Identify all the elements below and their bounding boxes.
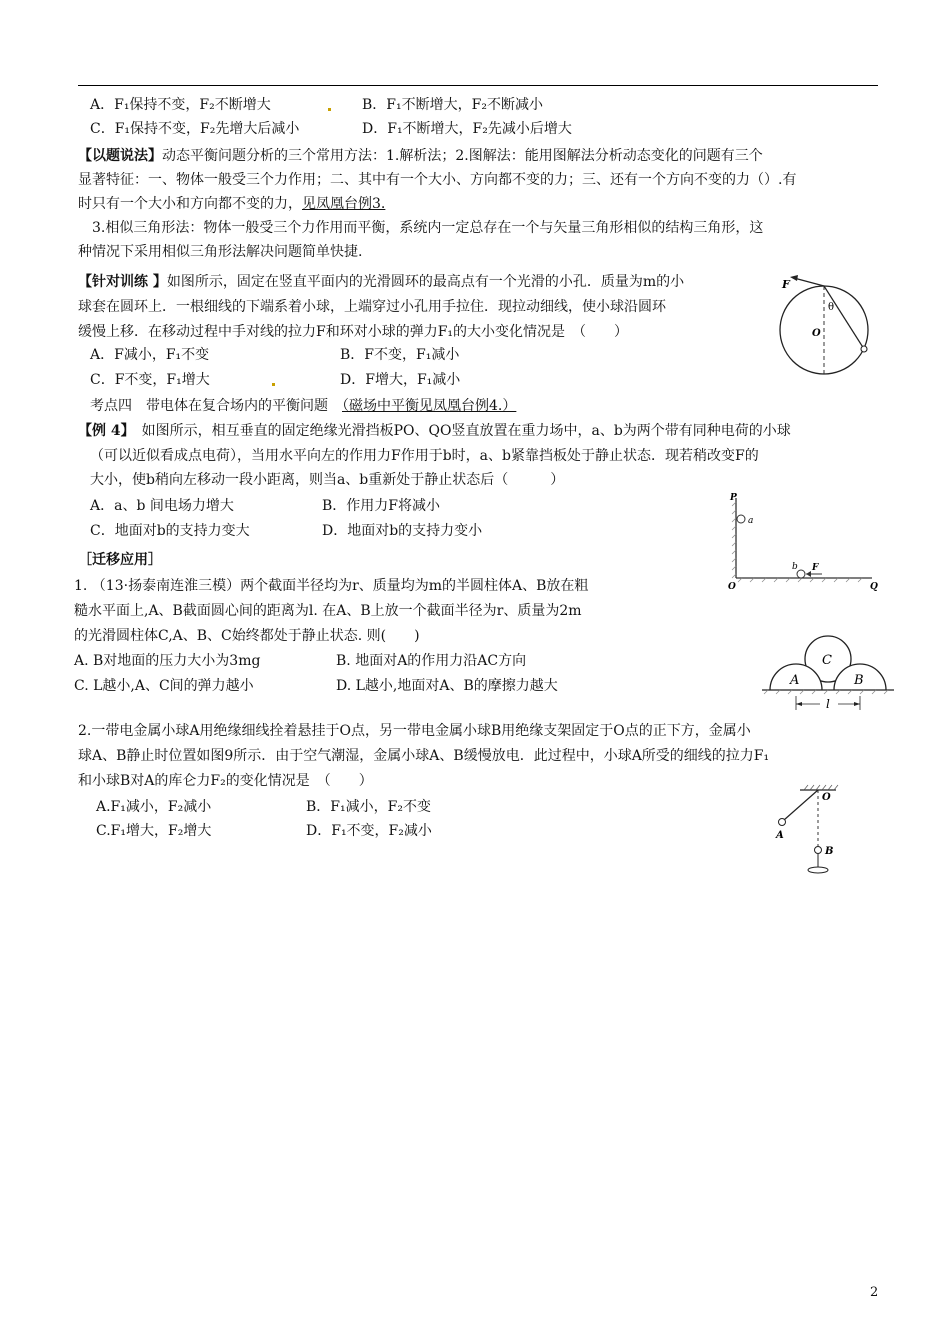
ring-O-label: O — [812, 328, 821, 339]
pend-B-label: B — [825, 846, 834, 857]
dot-mark — [328, 108, 331, 111]
q1-option-d: D. L越小,地面对A、B的摩擦力越大 — [336, 678, 558, 694]
ring-F-label: F — [782, 278, 790, 291]
example4-text-1: 如图所示，相互垂直的固定绝缘光滑挡板PO、QO竖直放置在重力场中，a、b为两个带有同种电荷的小球 — [141, 423, 791, 439]
training-option-c: C．F不变，F₁增大 — [90, 372, 210, 388]
wall-F-label: F — [812, 563, 819, 573]
training-line-1 — [78, 272, 684, 292]
q1-option-c: C. L越小,A、C间的弹力越小 — [74, 678, 254, 694]
example4-option-d: D．地面对b的支持力变小 — [322, 523, 483, 539]
q2-option-b: B．F₁减小，F₂不变 — [306, 799, 431, 815]
cyl-l-label: l — [826, 697, 830, 711]
q2-option-c: C.F₁增大，F₂增大 — [96, 823, 212, 839]
wall-b-label: b — [792, 562, 798, 572]
transfer-title: ［迁移应用］ — [78, 552, 162, 568]
training-tag: 【针对训练 】 — [78, 274, 167, 290]
prev-option-c: C．F₁保持不变，F₂先增大后减小 — [90, 121, 300, 137]
example4-option-a: A．a、b 间电场力增大 — [90, 498, 234, 514]
cyl-C-label: C — [822, 653, 832, 668]
pendulum-figure — [770, 776, 850, 878]
training-line-3: 缓慢上移．在移动过程中手对线的拉力F和环对小球的弹力F₁的大小变化情况是 （ ） — [78, 324, 629, 340]
cyl-B-label: B — [854, 673, 864, 688]
dot-mark — [272, 383, 275, 386]
ring-figure — [770, 270, 878, 388]
q1-option-a: A. B对地面的压力大小为3mg — [74, 653, 261, 669]
example4-line-2: （可以近似看成点电荷），当用水平向左的作用力F作用于b时，a、b紧靠挡板处于静止状态．现若稍改变F的 — [90, 448, 759, 464]
q1-line-2: 糙水平面上,A、B截面圆心间的距离为l. 在A、B上放一个截面半径为r、质量为2m — [74, 603, 582, 619]
q2-option-d: D．F₁不变，F₂减小 — [306, 823, 432, 839]
prev-option-a: A．F₁保持不变，F₂不断增大 — [90, 97, 271, 113]
prev-option-d: D．F₁不断增大，F₂先减小后增大 — [362, 121, 572, 137]
cyl-A-label: A — [790, 673, 800, 688]
cylinders-figure — [758, 632, 898, 714]
q2-line-2: 球A、B静止时位置如图9所示．由于空气潮湿，金属小球A、B缓慢放电．此过程中，小球A所受的细线的拉力F₁ — [78, 748, 770, 764]
example4-option-b: B．作用力F将减小 — [322, 498, 441, 514]
training-option-b: B．F不变，F₁减小 — [340, 347, 460, 363]
topic4-ref-link: （磁场中平衡见凤凰台例4.） — [342, 398, 517, 414]
method-line-1 — [78, 146, 763, 166]
method-ref-link: 见凤凰台例3. — [302, 196, 386, 212]
example4-option-c: C．地面对b的支持力变大 — [90, 523, 250, 539]
wall-O-label: O — [728, 582, 736, 592]
example4-tag: 【例 4】 — [78, 423, 128, 439]
q1-line-3: 的光滑圆柱体C,A、B、C始终都处于静止状态. 则( ) — [74, 628, 420, 644]
example4-line-3: 大小，使b稍向左移动一段小距离，则当a、b重新处于静止状态后（ ） — [90, 472, 565, 488]
wall-Q-label: Q — [870, 582, 878, 592]
pend-A-label: A — [776, 830, 784, 841]
q2-option-a: A.F₁减小，F₂减小 — [96, 799, 212, 815]
q2-line-1: 2.一带电金属小球A用绝缘细线拴着悬挂于O点，另一带电金属小球B用绝缘支架固定于O点的正下方，金属小 — [78, 723, 751, 739]
q1-line-1: 1. （13·扬泰南连淮三模）两个截面半径均为r、质量均为m的半圆柱体A、B放在粗 — [74, 578, 589, 594]
method-line-4: 3.相似三角形法：物体一般受三个力作用而平衡，系统内一定总存在一个与矢量三角形相似的结构三角形，这 — [92, 220, 764, 236]
method-line-5: 种情况下采用相似三角形法解决问题简单快捷. — [78, 244, 363, 260]
pend-O-label: O — [822, 792, 831, 803]
training-option-a: A．F减小，F₁不变 — [90, 347, 210, 363]
q1-option-b: B. 地面对A的作用力沿AC方向 — [336, 653, 527, 669]
wall-P-label: P — [730, 493, 737, 503]
topic4-title: 考点四 带电体在复合场内的平衡问题 — [90, 398, 328, 414]
ring-theta-label: θ — [828, 302, 835, 313]
prev-option-b: B．F₁不断增大，F₂不断减小 — [362, 97, 543, 113]
method-tag: 【以题说法】 — [78, 148, 162, 164]
method-line-2: 显著特征：一、物体一般受三个力作用；二、其中有一个大小、方向都不变的力；三、还有一个方向不变的力（）.有 — [78, 172, 797, 188]
topic4-heading — [90, 396, 516, 416]
page-number: 2 — [870, 1285, 879, 1300]
method-text-3: 时只有一个大小和方向都不变的力， — [78, 196, 302, 212]
header-rule — [78, 85, 878, 86]
training-text-1: 如图所示，固定在竖直平面内的光滑圆环的最高点有一个光滑的小孔．质量为m的小 — [166, 274, 685, 290]
training-line-2: 球套在圆环上．一根细线的下端系着小球，上端穿过小孔用手拉住．现拉动细线，使小球沿圆环 — [78, 299, 666, 315]
training-option-d: D．F增大，F₁减小 — [340, 372, 461, 388]
example4-line-1 — [78, 421, 791, 441]
method-text-1: 动态平衡问题分析的三个常用方法：1.解析法；2.图解法：能用图解法分析动态变化的问题有三个 — [162, 148, 763, 164]
wall-figure — [722, 488, 882, 592]
q2-line-3: 和小球B对A的库仑力F₂的变化情况是 （ ） — [78, 773, 373, 789]
method-line-3 — [78, 194, 385, 214]
wall-a-label: a — [748, 516, 754, 526]
